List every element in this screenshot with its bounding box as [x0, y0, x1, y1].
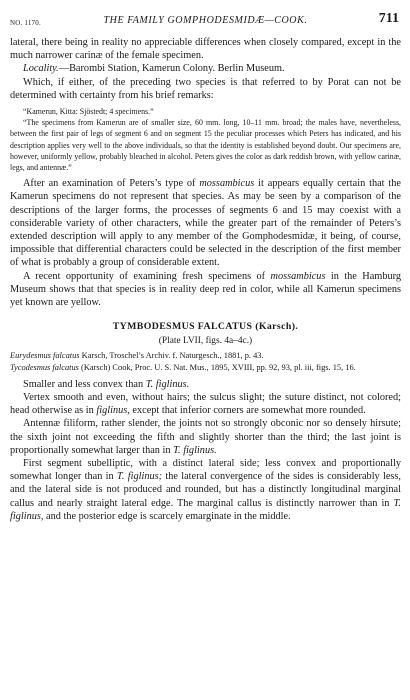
synonym-name: Tycodesmus falcatus — [10, 363, 79, 373]
paragraph-text: it appears equally certain that the Kamerun specimens do not represent that species. As may be seen by a comparison of the descriptions of the larger forms, the processes of segments 6 and 15 may coexist with a considerable variety of other characters, while the greater part of the remainder of Peters’s extended description will apply to any member of the Gomphodesmidæ, it being, of course, impossible that differential characters could be selected in the description of the first member of what is probably a group of considerable extent. — [10, 178, 401, 269]
species-name: mossambicus — [199, 178, 255, 190]
quotation-1: “Kamerun, Kitta: Sjöstedt; 4 specimens.” — [23, 107, 154, 117]
plate-reference: (Plate LVII, figs. 4a–4c.) — [158, 336, 253, 347]
hamburg-paragraph — [10, 270, 401, 310]
paragraph-text: and the posterior edge is scarcely emarginate in the middle. — [43, 510, 291, 522]
locality-text: —Barombi Station, Kamerun Colony. Berlin Museum. — [58, 63, 285, 75]
species-name: T. figlinus. — [145, 378, 190, 390]
locality-label: Locality. — [23, 63, 59, 75]
paragraph-text: After an examination of Peters’s type of — [23, 178, 200, 190]
peters-paragraph — [10, 177, 401, 269]
synonymy-2 — [10, 362, 401, 374]
page-number: 711 — [378, 11, 399, 26]
species-name: T. figlinus; — [116, 471, 163, 483]
paragraph-text: A recent opportunity of examining fresh specimens of — [23, 270, 271, 282]
paragraph-text: Smaller and less convex than — [23, 378, 146, 390]
description-first-segment — [10, 457, 401, 523]
species-heading: TYMBODESMUS FALCATUS (Karsch). — [112, 321, 299, 333]
species-name: T. figlinus, — [10, 497, 401, 522]
citation-text: (Karsch) Cook, Proc. U. S. Nat. Mus., 1895, XVIII, pp. 92, 93, pl. iii, figs. 15, 16. — [78, 363, 356, 373]
issue-number: NO. 1170. — [10, 19, 41, 27]
paragraph-text: in the Hamburg Museum shows that that species is in reality deep red in color, while all Kamerun specimens yet known are yellow. — [10, 270, 402, 309]
synonym-name: Eurydesmus falcatus — [10, 351, 80, 361]
paragraph-text: lateral, there being in reality no appreciable differences when closely compared, except in the much narrower carinæ of the female specimen. — [10, 37, 401, 62]
porat-paragraph — [10, 76, 401, 102]
species-name: mossambicus — [270, 270, 326, 282]
species-name: T. figlinus. — [173, 444, 217, 456]
running-title: THE FAMILY GOMPHODESMIDÆ—COOK. — [103, 15, 308, 26]
paragraph-text: Antennæ filiform, rather slender, the joints not so strongly obconic nor so densely hirsute; the sixth joint not exceeding the fifth and slightly shorter than the third; the last joint is proportionally somewhat larger than in — [10, 418, 401, 456]
paragraph-text: First segment subelliptic, with a distinct lateral side; less convex and proportionally somewhat longer than in — [10, 458, 401, 483]
description-size — [10, 378, 401, 391]
species-name: figlinus, — [96, 405, 130, 417]
paragraph-text: Vertex smooth and even, without hairs; the sulcus slight; the suture distinct, not colored; head otherwise as in — [10, 392, 401, 417]
quotation-2: “The specimens from Kamerun are of smaller size, 60 mm. long, 10–11 mm. broad; the males have, nevertheless, between the first pair of legs of segment 6 and on segment 15 the peculiar processes which Peters has indicated, and his description applies very well to the above individuals, so that the identity is established beyond doubt. Our specimens are, however, uniformly yellow, probably bleached in alcohol. Peters gives the color as dark reddish brown, with yellow carinæ, legs, and antennæ.” — [10, 118, 401, 173]
paragraph-text: except that inferior corners are somewhat more rounded. — [129, 405, 366, 417]
description-antennae — [10, 417, 401, 457]
running-head — [10, 6, 401, 36]
synonymy-1 — [10, 350, 401, 362]
paragraph-continued — [10, 36, 401, 62]
citation-text: Karsch, Troschel’s Archiv. f. Naturgesch., 1881, p. 43. — [79, 351, 264, 361]
locality-paragraph — [10, 62, 401, 75]
paragraph-text: the lateral convergence of the sides is considerably less, and the lateral side is not produced and rounded, but has a distinctly longitudinal marginal callus and nearly straight lateral edge. The marginal callus is distinctly narrower than in — [10, 471, 402, 509]
paragraph-text: Which, if either, of the preceding two species is that referred to by Porat can not be determined with certainty from his brief remarks: — [10, 76, 401, 101]
description-vertex — [10, 391, 401, 417]
